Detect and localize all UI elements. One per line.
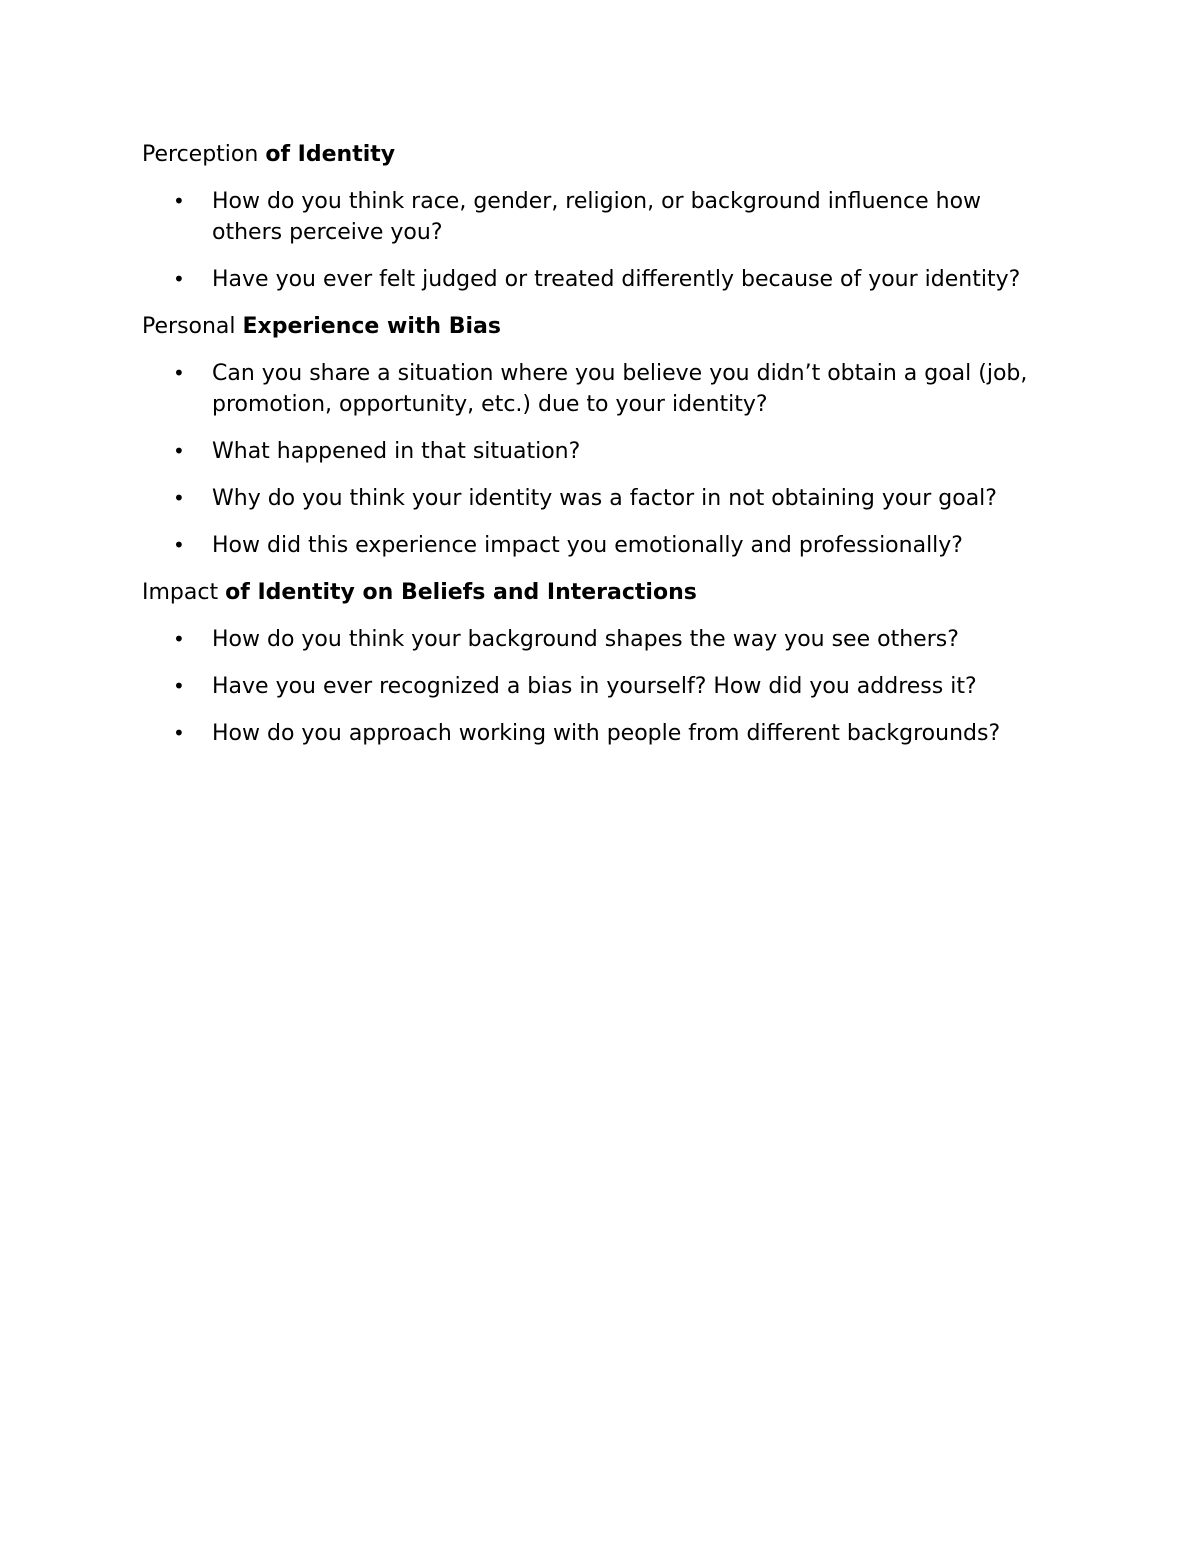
heading-bold-text: of Identity on Beliefs and Interactions (225, 580, 697, 605)
list-item (142, 624, 1042, 655)
question-list (142, 186, 1082, 295)
question-text: What happened in that situation? (212, 439, 581, 464)
bullet-icon: • (173, 674, 185, 698)
bullet-icon: • (173, 486, 185, 510)
section-heading (142, 311, 1082, 342)
bullet-icon: • (173, 267, 185, 291)
bullet-icon: • (173, 721, 185, 745)
list-item (142, 436, 1042, 467)
question-text: Can you share a situation where you believe you didn’t obtain a goal (job, promotion, opportunity, etc.) due to your identity? (212, 361, 1028, 417)
bullet-icon: • (173, 439, 185, 463)
question-text: How did this experience impact you emotionally and professionally? (212, 533, 963, 558)
heading-bold-text: Experience with Bias (242, 314, 501, 339)
section-impact-of-identity (142, 577, 1082, 749)
list-item (142, 264, 1042, 295)
list-item (142, 483, 1042, 514)
bullet-icon: • (173, 533, 185, 557)
heading-bold-text: of Identity (265, 142, 396, 167)
question-list (142, 358, 1082, 561)
bullet-icon: • (173, 189, 185, 213)
list-item (142, 358, 1042, 420)
section-heading (142, 139, 1082, 170)
section-perception-of-identity (142, 139, 1082, 295)
heading-plain-text: Perception (142, 142, 259, 167)
question-text: How do you approach working with people from different backgrounds? (212, 721, 1001, 746)
bullet-icon: • (173, 361, 185, 385)
question-text: Have you ever felt judged or treated differently because of your identity? (212, 267, 1021, 292)
question-text: How do you think your background shapes the way you see others? (212, 627, 959, 652)
section-heading (142, 577, 1082, 608)
question-text: Why do you think your identity was a factor in not obtaining your goal? (212, 486, 997, 511)
question-text: How do you think race, gender, religion, or background influence how others perceive you? (212, 189, 982, 245)
section-personal-experience-with-bias (142, 311, 1082, 561)
list-item (142, 186, 1042, 248)
list-item (142, 530, 1042, 561)
question-list (142, 624, 1082, 749)
bullet-icon: • (173, 627, 185, 651)
list-item (142, 718, 1042, 749)
list-item (142, 671, 1042, 702)
document-body (142, 139, 1082, 765)
heading-plain-text: Impact (142, 580, 219, 605)
question-text: Have you ever recognized a bias in yourself? How did you address it? (212, 674, 977, 699)
heading-plain-text: Personal (142, 314, 236, 339)
